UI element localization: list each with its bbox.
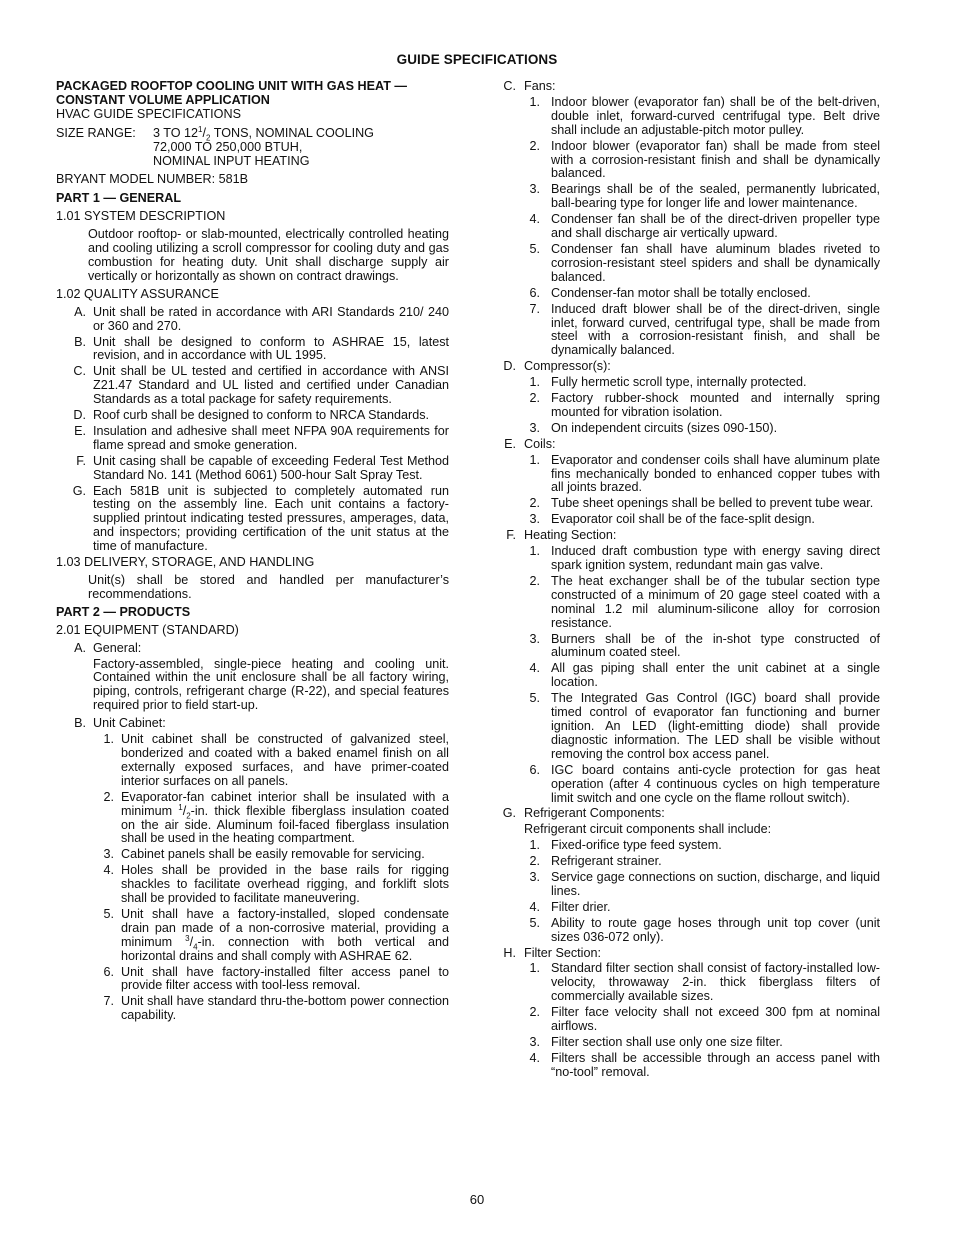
item-number: 2.	[529, 1005, 540, 1020]
subsection-e	[500, 438, 880, 452]
item-number: 3.	[529, 182, 540, 197]
item-text: Refrigerant strainer.	[551, 854, 662, 869]
heating-item	[500, 633, 880, 661]
item-number: 1.	[529, 961, 540, 976]
item-text: The heat exchanger shall be of the tubular section type constructed of a minimum of 20 gage steel coated with a nominal 1.2 mil aluminum-silicone alloy for corrosion resistance.	[551, 573, 880, 630]
item-number: 3.	[529, 512, 540, 527]
section-1-03-text: Unit(s) shall be stored and handled per manufacturer’s recommendations.	[88, 573, 449, 601]
item-number: 2.	[103, 789, 114, 804]
item-number: 2.	[529, 138, 540, 153]
document-heading: PACKAGED ROOFTOP COOLING UNIT WITH GAS HEAT — CONSTANT VOLUME APPLICATION	[56, 79, 407, 107]
subsection-title: Coils:	[524, 436, 556, 451]
size-range	[56, 124, 449, 143]
part-2-heading: PART 2 — PRODUCTS	[56, 604, 191, 619]
item-label: F.	[76, 453, 86, 468]
item-number: 2.	[529, 496, 540, 511]
item-text: Indoor blower (evaporator fan) shall be of the belt-driven, double inlet, forward-curved centrifugal type. Belt drive shall include an adjustable-pitch motor pulley.	[551, 94, 880, 137]
size-range-line3: NOMINAL INPUT HEATING	[153, 153, 310, 168]
item-text: Standard filter section shall consist of factory-installed low-velocity, throwaway 2-in. thick fiberglass filters of commercially available sizes.	[551, 961, 880, 1004]
coil-item	[500, 454, 880, 496]
item-text: Tube sheet openings shall be belled to prevent tube wear.	[551, 496, 874, 511]
section-2-01-heading: 2.01 EQUIPMENT (STANDARD)	[56, 622, 239, 637]
filter-item	[500, 1036, 880, 1050]
item-number: 1.	[529, 375, 540, 390]
fan-item	[500, 140, 880, 182]
item-text: Roof curb shall be designed to conform to NRCA Standards.	[93, 408, 430, 423]
item-text: All gas piping shall enter the unit cabinet at a single location.	[551, 661, 880, 690]
subsection-a	[56, 642, 449, 656]
subsection-title: General:	[93, 640, 142, 655]
item-text: Evaporator-fan cabinet interior shall be insulated with a minimum $^1/_2-in$. thick flexible fiberglass insulation coated on the air side. Aluminum foil-faced fiberglass insulation shall be used in the heating compartment.	[121, 789, 449, 846]
item-number: 3.	[529, 870, 540, 885]
item-text: Condenser fan shall be of the direct-driven propeller type and shall discharge air vertically upward.	[551, 212, 880, 241]
item-label: B.	[74, 334, 86, 349]
item-text: Filters shall be accessible through an access panel with “no-tool” removal.	[551, 1050, 880, 1079]
item-number: 4.	[529, 899, 540, 914]
size-range-label: SIZE RANGE:	[56, 125, 136, 140]
subsection-title: Filter Section:	[524, 945, 601, 960]
qa-item	[56, 485, 449, 555]
subsection-g	[500, 807, 880, 821]
compressor-item	[500, 392, 880, 420]
section-1-02-heading: 1.02 QUALITY ASSURANCE	[56, 286, 219, 301]
section-1-01-heading: 1.01 SYSTEM DESCRIPTION	[56, 209, 226, 224]
item-text: Burners shall be of the in-shot type constructed of aluminum coated steel.	[551, 631, 880, 660]
item-text: Fully hermetic scroll type, internally protected.	[551, 375, 807, 390]
item-text: Filter section shall use only one size filter.	[551, 1035, 783, 1049]
item-text: Insulation and adhesive shall meet NFPA 90A requirements for flame spread and smoke generation.	[93, 423, 449, 452]
item-label: A.	[74, 640, 86, 655]
subsection-d	[500, 360, 880, 374]
item-label: G.	[72, 483, 86, 498]
item-text: Each 581B unit is subjected to completely automated run testing on the assembly line. Each unit contains a factory-supplied printout indicating tested pressures, amperages, data, and inspectors; providing certification of the unit status at the time of manufacture.	[93, 483, 449, 554]
subsection-h	[500, 947, 880, 961]
item-text: Bearings shall be of the sealed, permanently lubricated, ball-bearing type for longer life and lower maintenance.	[551, 182, 880, 211]
cabinet-item	[56, 966, 449, 994]
fan-item	[500, 243, 880, 285]
subsection-b	[56, 717, 449, 731]
item-number: 3.	[529, 420, 540, 435]
cabinet-item	[56, 791, 449, 847]
item-number: 2.	[529, 854, 540, 869]
item-number: 6.	[529, 762, 540, 777]
item-number: 3.	[529, 1035, 540, 1049]
subsection-c	[500, 80, 880, 94]
cabinet-item	[56, 733, 449, 789]
item-number: 6.	[529, 285, 540, 300]
size-range-line1: 3 TO $12^1/_2$ TONS, NOMINAL COOLING	[153, 124, 374, 143]
cabinet-item	[56, 864, 449, 906]
item-label: C.	[73, 364, 86, 379]
item-number: 4.	[529, 212, 540, 227]
item-number: 1.	[529, 838, 540, 853]
item-text: Induced draft blower shall be of the direct-driven, single inlet, forward curved, centrifugal type, shall be made from steel with a corrosion-resistant finish, and shall be dynamically balanced.	[551, 301, 880, 358]
item-text: Induced draft combustion type with energy saving direct spark ignition system, redundant main gas valve.	[551, 544, 880, 572]
filter-item	[500, 962, 880, 1004]
item-text: Fixed-orifice type feed system.	[551, 838, 722, 853]
qa-item	[56, 365, 449, 407]
page-title: GUIDE SPECIFICATIONS	[396, 52, 558, 67]
item-text: Ability to route gage hoses through unit top cover (unit sizes 036-072 only).	[551, 915, 880, 944]
part-1-heading: PART 1 — GENERAL	[56, 191, 182, 206]
compressor-item	[500, 422, 880, 436]
section-1-01-text: Outdoor rooftop- or slab-mounted, electrically controlled heating and cooling utilizing a scroll compressor for cooling duty and gas combustion for heating duty. Unit shall discharge supply air vertically or horizontally as shown on contract drawings.	[88, 227, 449, 283]
subsection-title: Compressor(s):	[524, 359, 611, 374]
item-number: 5.	[529, 691, 540, 706]
item-text: Unit casing shall be capable of exceeding Federal Test Method Standard No. 141 (Method 6061) 500-hour Salt Spray Test.	[93, 453, 449, 482]
general-text: Factory-assembled, single-piece heating and cooling unit. Contained within the unit enclosure shall be all factory wiring, piping, controls, refrigerant charge (R-22), and special features required prior to field start-up.	[93, 656, 449, 713]
size-range-value: 3 TO 12	[153, 125, 199, 140]
refrigerant-item	[500, 901, 880, 915]
item-text: The Integrated Gas Control (IGC) board shall provide timed control of evaporator fan functioning and burner ignition. An LED (light-emitting diode) shall provide diagnostic information. The LED shall be visible without removing the control box access panel.	[551, 691, 880, 761]
item-number: 1.	[529, 452, 540, 467]
fraction-denominator: 2	[206, 133, 211, 143]
page-number: 60	[469, 1192, 485, 1207]
item-number: 5.	[529, 915, 540, 930]
right-column	[500, 80, 880, 1082]
refrigerant-intro: Refrigerant circuit components shall include:	[524, 822, 772, 837]
item-label: G.	[502, 806, 516, 821]
left-column	[56, 80, 449, 1025]
item-number: 1.	[529, 94, 540, 109]
item-text: Unit shall be rated in accordance with ARI Standards 210/ 240 or 360 and 270.	[93, 304, 449, 333]
item-text: IGC board contains anti-cycle protection for gas heat operation (after 4 continuous cycles on high temperature limit switch and one cycle on the flame rollout switch).	[551, 762, 880, 805]
heating-item	[500, 692, 880, 762]
fan-item	[500, 287, 880, 301]
qa-item	[56, 306, 449, 334]
heating-item	[500, 545, 880, 573]
refrigerant-item	[500, 839, 880, 853]
item-text: Unit shall have factory-installed filter access panel to provide filter access with tool-less removal.	[121, 964, 449, 993]
heating-item	[500, 575, 880, 631]
item-text: Indoor blower (evaporator fan) shall be made from steel with a corrosion-resistant finish and shall be dynamically balanced.	[551, 138, 880, 181]
item-number: 3.	[103, 847, 114, 862]
filter-item	[500, 1052, 880, 1080]
item-text: Unit shall be UL tested and certified in accordance with ANSI Z21.47 Standard and UL listed and certified under Canadian Standards as a total package for safety requirements.	[93, 364, 449, 407]
item-number: 4.	[103, 863, 114, 878]
item-label: C.	[503, 79, 516, 93]
subsection-title: Refrigerant Components:	[524, 806, 665, 821]
item-label: F.	[506, 528, 516, 543]
item-number: 7.	[103, 994, 114, 1009]
item-text: Cabinet panels shall be easily removable for servicing.	[121, 847, 425, 862]
size-range-line2: 72,000 TO 250,000 BTUH,	[153, 139, 303, 154]
item-label: D.	[503, 359, 516, 374]
item-text: Evaporator and condenser coils shall have aluminum plate fins mechanically bonded to enhanced copper tubes with all joints brazed.	[551, 452, 880, 495]
item-number: 6.	[103, 964, 114, 979]
item-number: 4.	[529, 661, 540, 676]
item-text: Unit shall have standard thru-the-bottom power connection capability.	[121, 994, 449, 1023]
item-text: Unit cabinet shall be constructed of galvanized steel, bonderized and coated with a baked enamel finish on all externally exposed surfaces, and have primer-coated interior surfaces on all panels.	[121, 732, 449, 788]
subsection-title: Fans:	[524, 79, 556, 93]
filter-item	[500, 1006, 880, 1034]
item-text: Evaporator coil shall be of the face-split design.	[551, 512, 815, 527]
item-text: Factory rubber-shock mounted and internally spring mounted for vibration isolation.	[551, 391, 880, 419]
item-text: Condenser fan shall have aluminum blades riveted to corrosion-resistant steel spiders and shall be dynamically balanced.	[551, 241, 880, 284]
item-text: Unit shall have a factory-installed, sloped condensate drain pan made of a non-corrosive material, providing a minimum $^3/_4-in$. connection with both vertical and horizontal drains and shall comply with ASHRAE 62.	[121, 906, 449, 963]
item-label: E.	[504, 436, 516, 451]
model-number: BRYANT MODEL NUMBER: 581B	[56, 172, 248, 187]
item-number: 2.	[529, 391, 540, 406]
item-number: 5.	[529, 241, 540, 256]
item-number: 1.	[103, 732, 114, 747]
item-text: Condenser-fan motor shall be totally enclosed.	[551, 285, 811, 300]
document-subheading: HVAC GUIDE SPECIFICATIONS	[56, 106, 241, 121]
item-label: H.	[503, 945, 516, 960]
cabinet-item	[56, 995, 449, 1023]
qa-item	[56, 409, 449, 423]
section-1-03-heading: 1.03 DELIVERY, STORAGE, AND HANDLING	[56, 555, 315, 570]
fan-item	[500, 303, 880, 359]
coil-item	[500, 497, 880, 511]
fraction-numerator: 1	[198, 124, 203, 134]
cabinet-item	[56, 848, 449, 862]
coil-item	[500, 513, 880, 527]
item-text: Holes shall be provided in the base rails for rigging shackles to facilitate overhead rigging, and forklift slots shall be provided to facilitate maneuvering.	[121, 863, 449, 906]
item-number: 2.	[529, 573, 540, 588]
fan-item	[500, 96, 880, 138]
subsection-title: Heating Section:	[524, 528, 617, 543]
subsection-title: Unit Cabinet:	[93, 716, 166, 731]
qa-item	[56, 455, 449, 483]
fan-item	[500, 213, 880, 241]
item-label: D.	[73, 408, 86, 423]
qa-item	[56, 425, 449, 453]
item-number: 3.	[529, 631, 540, 646]
item-label: B.	[74, 716, 86, 731]
refrigerant-item	[500, 855, 880, 869]
item-text: Unit shall be designed to conform to ASHRAE 15, latest revision, and in accordance with UL 1995.	[93, 334, 449, 363]
qa-item	[56, 336, 449, 364]
heating-item	[500, 764, 880, 806]
cabinet-item	[56, 908, 449, 964]
refrigerant-item	[500, 917, 880, 945]
item-text: On independent circuits (sizes 090-150).	[551, 420, 778, 435]
item-label: A.	[74, 304, 86, 319]
item-text: Filter drier.	[551, 899, 611, 914]
item-text: Filter face velocity shall not exceed 300 fpm at nominal airflows.	[551, 1005, 880, 1034]
compressor-item	[500, 376, 880, 390]
item-number: 7.	[529, 301, 540, 316]
item-label: E.	[74, 423, 86, 438]
refrigerant-item	[500, 871, 880, 899]
subsection-f	[500, 529, 880, 543]
item-number: 4.	[529, 1050, 540, 1065]
item-text: Service gage connections on suction, discharge, and liquid lines.	[551, 870, 880, 898]
size-range-unit: TONS, NOMINAL COOLING	[210, 125, 374, 140]
fan-item	[500, 183, 880, 211]
item-number: 5.	[103, 906, 114, 921]
heating-item	[500, 662, 880, 690]
item-number: 1.	[529, 544, 540, 559]
